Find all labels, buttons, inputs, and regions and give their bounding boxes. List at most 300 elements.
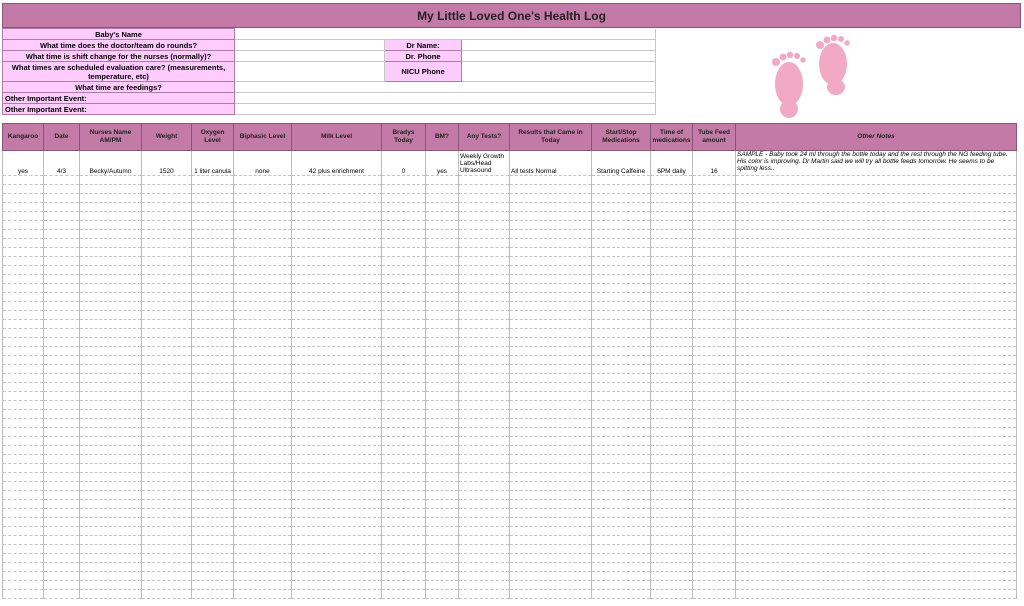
log-cell[interactable] xyxy=(142,230,192,239)
log-cell[interactable] xyxy=(192,221,234,230)
log-cell[interactable] xyxy=(592,428,651,437)
log-cell[interactable] xyxy=(459,428,510,437)
log-cell[interactable] xyxy=(234,185,292,194)
log-cell[interactable] xyxy=(80,203,142,212)
log-cell[interactable] xyxy=(44,284,80,293)
log-cell[interactable] xyxy=(80,311,142,320)
log-cell[interactable] xyxy=(80,410,142,419)
log-cell[interactable] xyxy=(736,419,1017,428)
log-cell[interactable] xyxy=(382,239,426,248)
log-cell[interactable] xyxy=(142,194,192,203)
log-cell[interactable] xyxy=(234,410,292,419)
log-cell[interactable] xyxy=(459,194,510,203)
log-cell[interactable] xyxy=(292,500,382,509)
log-cell[interactable] xyxy=(142,482,192,491)
log-cell[interactable] xyxy=(651,311,693,320)
log-cell[interactable] xyxy=(510,536,592,545)
log-cell[interactable] xyxy=(3,212,44,221)
log-cell[interactable] xyxy=(382,230,426,239)
log-cell[interactable] xyxy=(292,311,382,320)
log-cell[interactable] xyxy=(142,446,192,455)
log-cell[interactable] xyxy=(651,347,693,356)
log-cell[interactable] xyxy=(44,311,80,320)
log-cell[interactable] xyxy=(234,500,292,509)
log-cell[interactable] xyxy=(192,302,234,311)
log-cell[interactable] xyxy=(3,320,44,329)
log-cell[interactable] xyxy=(142,320,192,329)
log-cell[interactable] xyxy=(80,221,142,230)
log-cell[interactable] xyxy=(693,266,736,275)
log-cell[interactable] xyxy=(234,581,292,590)
log-cell[interactable] xyxy=(142,527,192,536)
log-cell[interactable] xyxy=(142,563,192,572)
log-cell[interactable] xyxy=(234,203,292,212)
log-cell[interactable] xyxy=(192,518,234,527)
log-cell[interactable] xyxy=(192,410,234,419)
log-cell[interactable] xyxy=(592,320,651,329)
log-cell[interactable] xyxy=(736,383,1017,392)
log-cell[interactable] xyxy=(592,383,651,392)
log-cell[interactable] xyxy=(426,212,459,221)
log-cell[interactable] xyxy=(292,410,382,419)
log-cell[interactable] xyxy=(426,374,459,383)
log-cell[interactable] xyxy=(234,428,292,437)
log-cell[interactable] xyxy=(426,401,459,410)
log-cell[interactable] xyxy=(192,581,234,590)
log-cell[interactable] xyxy=(382,248,426,257)
log-cell[interactable] xyxy=(459,536,510,545)
log-cell[interactable] xyxy=(44,374,80,383)
log-cell[interactable] xyxy=(382,509,426,518)
log-cell[interactable] xyxy=(651,356,693,365)
log-cell[interactable] xyxy=(651,194,693,203)
log-cell[interactable] xyxy=(382,203,426,212)
log-cell[interactable] xyxy=(693,230,736,239)
log-cell[interactable] xyxy=(736,464,1017,473)
log-cell[interactable] xyxy=(510,446,592,455)
log-cell[interactable] xyxy=(234,374,292,383)
log-cell[interactable] xyxy=(693,275,736,284)
log-cell[interactable] xyxy=(693,284,736,293)
log-cell[interactable] xyxy=(80,482,142,491)
log-cell[interactable] xyxy=(80,392,142,401)
log-cell[interactable] xyxy=(592,266,651,275)
log-cell[interactable] xyxy=(651,266,693,275)
log-cell[interactable] xyxy=(292,473,382,482)
log-cell[interactable] xyxy=(651,446,693,455)
log-cell[interactable] xyxy=(382,419,426,428)
log-cell[interactable] xyxy=(3,410,44,419)
log-cell[interactable] xyxy=(510,266,592,275)
log-cell[interactable] xyxy=(426,257,459,266)
log-cell[interactable] xyxy=(736,185,1017,194)
log-cell[interactable] xyxy=(292,491,382,500)
log-cell[interactable] xyxy=(651,536,693,545)
log-cell[interactable] xyxy=(192,347,234,356)
log-cell[interactable] xyxy=(234,392,292,401)
log-cell[interactable] xyxy=(382,356,426,365)
log-cell[interactable] xyxy=(192,419,234,428)
log-cell[interactable] xyxy=(510,374,592,383)
log-cell[interactable] xyxy=(736,473,1017,482)
log-cell[interactable] xyxy=(736,446,1017,455)
log-cell[interactable] xyxy=(3,446,44,455)
log-cell[interactable] xyxy=(426,365,459,374)
log-cell[interactable] xyxy=(693,590,736,599)
log-cell[interactable] xyxy=(234,536,292,545)
log-cell[interactable] xyxy=(234,509,292,518)
log-cell[interactable] xyxy=(510,554,592,563)
log-cell[interactable] xyxy=(510,302,592,311)
log-cell[interactable] xyxy=(693,221,736,230)
log-cell[interactable] xyxy=(426,545,459,554)
log-cell[interactable] xyxy=(510,284,592,293)
log-cell[interactable] xyxy=(234,284,292,293)
log-cell[interactable] xyxy=(234,491,292,500)
cell-milk[interactable]: 42 plus enrichment xyxy=(292,151,382,176)
log-cell[interactable] xyxy=(510,293,592,302)
cell-nurse[interactable]: Becky/Autumn xyxy=(80,151,142,176)
log-cell[interactable] xyxy=(459,302,510,311)
log-cell[interactable] xyxy=(382,293,426,302)
log-cell[interactable] xyxy=(3,176,44,185)
log-cell[interactable] xyxy=(292,563,382,572)
log-cell[interactable] xyxy=(44,392,80,401)
log-cell[interactable] xyxy=(426,437,459,446)
log-cell[interactable] xyxy=(192,329,234,338)
log-cell[interactable] xyxy=(44,545,80,554)
log-cell[interactable] xyxy=(80,275,142,284)
log-cell[interactable] xyxy=(459,293,510,302)
log-cell[interactable] xyxy=(382,455,426,464)
log-cell[interactable] xyxy=(693,347,736,356)
log-cell[interactable] xyxy=(592,401,651,410)
log-cell[interactable] xyxy=(592,545,651,554)
log-cell[interactable] xyxy=(292,392,382,401)
log-cell[interactable] xyxy=(192,500,234,509)
log-cell[interactable] xyxy=(382,401,426,410)
log-cell[interactable] xyxy=(142,545,192,554)
log-cell[interactable] xyxy=(44,320,80,329)
log-cell[interactable] xyxy=(459,473,510,482)
log-cell[interactable] xyxy=(292,545,382,554)
cell-biphasic[interactable]: none xyxy=(234,151,292,176)
log-cell[interactable] xyxy=(80,419,142,428)
log-cell[interactable] xyxy=(142,329,192,338)
log-cell[interactable] xyxy=(736,212,1017,221)
log-cell[interactable] xyxy=(693,581,736,590)
log-cell[interactable] xyxy=(142,518,192,527)
log-cell[interactable] xyxy=(382,545,426,554)
log-cell[interactable] xyxy=(44,482,80,491)
log-cell[interactable] xyxy=(142,176,192,185)
log-cell[interactable] xyxy=(292,338,382,347)
log-cell[interactable] xyxy=(234,248,292,257)
log-cell[interactable] xyxy=(192,185,234,194)
log-cell[interactable] xyxy=(510,401,592,410)
log-cell[interactable] xyxy=(382,185,426,194)
log-cell[interactable] xyxy=(592,365,651,374)
log-cell[interactable] xyxy=(3,464,44,473)
log-cell[interactable] xyxy=(3,491,44,500)
log-cell[interactable] xyxy=(292,536,382,545)
log-cell[interactable] xyxy=(3,239,44,248)
log-cell[interactable] xyxy=(192,338,234,347)
log-cell[interactable] xyxy=(736,203,1017,212)
log-cell[interactable] xyxy=(142,536,192,545)
log-cell[interactable] xyxy=(234,230,292,239)
log-cell[interactable] xyxy=(3,284,44,293)
log-cell[interactable] xyxy=(426,320,459,329)
log-cell[interactable] xyxy=(80,374,142,383)
log-cell[interactable] xyxy=(459,257,510,266)
log-cell[interactable] xyxy=(736,347,1017,356)
log-cell[interactable] xyxy=(592,536,651,545)
log-cell[interactable] xyxy=(234,383,292,392)
log-cell[interactable] xyxy=(3,590,44,599)
log-cell[interactable] xyxy=(80,446,142,455)
log-cell[interactable] xyxy=(510,419,592,428)
log-cell[interactable] xyxy=(192,482,234,491)
log-cell[interactable] xyxy=(736,194,1017,203)
log-cell[interactable] xyxy=(292,518,382,527)
log-cell[interactable] xyxy=(736,275,1017,284)
log-cell[interactable] xyxy=(651,275,693,284)
log-cell[interactable] xyxy=(459,203,510,212)
log-cell[interactable] xyxy=(234,266,292,275)
log-cell[interactable] xyxy=(693,419,736,428)
log-cell[interactable] xyxy=(426,590,459,599)
log-cell[interactable] xyxy=(592,356,651,365)
log-cell[interactable] xyxy=(80,545,142,554)
log-cell[interactable] xyxy=(510,500,592,509)
log-cell[interactable] xyxy=(382,446,426,455)
log-cell[interactable] xyxy=(651,437,693,446)
log-cell[interactable] xyxy=(192,266,234,275)
log-cell[interactable] xyxy=(44,257,80,266)
log-cell[interactable] xyxy=(192,464,234,473)
log-cell[interactable] xyxy=(44,590,80,599)
log-cell[interactable] xyxy=(44,437,80,446)
log-cell[interactable] xyxy=(3,203,44,212)
log-cell[interactable] xyxy=(693,302,736,311)
log-cell[interactable] xyxy=(426,203,459,212)
log-cell[interactable] xyxy=(592,464,651,473)
log-cell[interactable] xyxy=(592,212,651,221)
log-cell[interactable] xyxy=(3,311,44,320)
log-cell[interactable] xyxy=(44,500,80,509)
log-cell[interactable] xyxy=(426,491,459,500)
log-cell[interactable] xyxy=(510,329,592,338)
log-cell[interactable] xyxy=(736,482,1017,491)
log-cell[interactable] xyxy=(736,536,1017,545)
log-cell[interactable] xyxy=(736,311,1017,320)
log-cell[interactable] xyxy=(426,293,459,302)
log-cell[interactable] xyxy=(3,293,44,302)
log-cell[interactable] xyxy=(3,581,44,590)
log-cell[interactable] xyxy=(80,356,142,365)
log-cell[interactable] xyxy=(510,464,592,473)
log-cell[interactable] xyxy=(426,563,459,572)
log-cell[interactable] xyxy=(142,284,192,293)
log-cell[interactable] xyxy=(142,293,192,302)
log-cell[interactable] xyxy=(382,365,426,374)
log-cell[interactable] xyxy=(426,302,459,311)
log-cell[interactable] xyxy=(192,455,234,464)
log-cell[interactable] xyxy=(459,338,510,347)
log-cell[interactable] xyxy=(426,572,459,581)
log-cell[interactable] xyxy=(693,365,736,374)
log-cell[interactable] xyxy=(592,374,651,383)
log-cell[interactable] xyxy=(142,365,192,374)
log-cell[interactable] xyxy=(192,545,234,554)
log-cell[interactable] xyxy=(80,572,142,581)
log-cell[interactable] xyxy=(3,572,44,581)
log-cell[interactable] xyxy=(592,590,651,599)
log-cell[interactable] xyxy=(426,473,459,482)
log-cell[interactable] xyxy=(693,374,736,383)
log-cell[interactable] xyxy=(736,284,1017,293)
log-cell[interactable] xyxy=(142,239,192,248)
log-cell[interactable] xyxy=(459,275,510,284)
log-cell[interactable] xyxy=(382,266,426,275)
log-cell[interactable] xyxy=(651,401,693,410)
log-cell[interactable] xyxy=(80,365,142,374)
log-cell[interactable] xyxy=(192,554,234,563)
log-cell[interactable] xyxy=(510,203,592,212)
log-cell[interactable] xyxy=(3,545,44,554)
log-cell[interactable] xyxy=(651,185,693,194)
log-cell[interactable] xyxy=(382,464,426,473)
log-cell[interactable] xyxy=(693,545,736,554)
log-cell[interactable] xyxy=(142,302,192,311)
log-cell[interactable] xyxy=(142,347,192,356)
log-cell[interactable] xyxy=(693,248,736,257)
log-cell[interactable] xyxy=(510,185,592,194)
log-cell[interactable] xyxy=(44,473,80,482)
log-cell[interactable] xyxy=(426,329,459,338)
log-cell[interactable] xyxy=(234,356,292,365)
log-cell[interactable] xyxy=(382,275,426,284)
log-cell[interactable] xyxy=(3,257,44,266)
log-cell[interactable] xyxy=(459,329,510,338)
log-cell[interactable] xyxy=(426,410,459,419)
log-cell[interactable] xyxy=(292,572,382,581)
log-cell[interactable] xyxy=(736,581,1017,590)
log-cell[interactable] xyxy=(80,455,142,464)
log-cell[interactable] xyxy=(459,491,510,500)
log-cell[interactable] xyxy=(382,590,426,599)
cell-medications[interactable]: Starting Caffeine xyxy=(592,151,651,176)
log-cell[interactable] xyxy=(426,428,459,437)
log-cell[interactable] xyxy=(693,185,736,194)
log-cell[interactable] xyxy=(459,284,510,293)
log-cell[interactable] xyxy=(459,185,510,194)
log-cell[interactable] xyxy=(693,500,736,509)
log-cell[interactable] xyxy=(592,455,651,464)
log-cell[interactable] xyxy=(459,239,510,248)
log-cell[interactable] xyxy=(651,374,693,383)
log-cell[interactable] xyxy=(693,536,736,545)
log-cell[interactable] xyxy=(192,293,234,302)
log-cell[interactable] xyxy=(693,257,736,266)
log-cell[interactable] xyxy=(44,338,80,347)
log-cell[interactable] xyxy=(426,194,459,203)
log-cell[interactable] xyxy=(651,572,693,581)
log-cell[interactable] xyxy=(592,554,651,563)
log-cell[interactable] xyxy=(736,302,1017,311)
log-cell[interactable] xyxy=(459,266,510,275)
log-cell[interactable] xyxy=(426,392,459,401)
log-cell[interactable] xyxy=(292,347,382,356)
log-cell[interactable] xyxy=(292,527,382,536)
log-cell[interactable] xyxy=(592,230,651,239)
log-cell[interactable] xyxy=(510,230,592,239)
log-cell[interactable] xyxy=(382,491,426,500)
log-cell[interactable] xyxy=(510,392,592,401)
log-cell[interactable] xyxy=(459,518,510,527)
log-cell[interactable] xyxy=(736,230,1017,239)
log-cell[interactable] xyxy=(80,185,142,194)
log-cell[interactable] xyxy=(651,302,693,311)
log-cell[interactable] xyxy=(510,509,592,518)
log-cell[interactable] xyxy=(142,383,192,392)
log-cell[interactable] xyxy=(426,446,459,455)
log-cell[interactable] xyxy=(44,419,80,428)
log-cell[interactable] xyxy=(510,176,592,185)
log-cell[interactable] xyxy=(3,383,44,392)
log-cell[interactable] xyxy=(426,509,459,518)
log-cell[interactable] xyxy=(382,572,426,581)
log-cell[interactable] xyxy=(426,527,459,536)
log-cell[interactable] xyxy=(693,455,736,464)
log-cell[interactable] xyxy=(80,347,142,356)
cell-tests[interactable]: Weekly Growth Labs/Head Ultrasound xyxy=(459,151,510,176)
log-cell[interactable] xyxy=(382,437,426,446)
cell-tube-feed[interactable]: 16 xyxy=(693,151,736,176)
log-cell[interactable] xyxy=(142,428,192,437)
log-cell[interactable] xyxy=(693,203,736,212)
feedings-field[interactable] xyxy=(235,82,656,93)
log-cell[interactable] xyxy=(142,581,192,590)
log-cell[interactable] xyxy=(459,437,510,446)
log-cell[interactable] xyxy=(142,392,192,401)
log-cell[interactable] xyxy=(234,401,292,410)
log-cell[interactable] xyxy=(736,563,1017,572)
log-cell[interactable] xyxy=(693,176,736,185)
log-cell[interactable] xyxy=(736,176,1017,185)
log-cell[interactable] xyxy=(693,383,736,392)
log-cell[interactable] xyxy=(192,194,234,203)
log-cell[interactable] xyxy=(510,383,592,392)
cell-notes[interactable]: SAMPLE - Baby took 24 ml through the bottle today and the rest through the NG feeding tube. His color is improving. Dr Martin said we will try all bottle feeds tomorrow. He seems to be spitting less.. xyxy=(736,151,1017,176)
log-cell[interactable] xyxy=(651,320,693,329)
log-cell[interactable] xyxy=(510,338,592,347)
log-cell[interactable] xyxy=(382,500,426,509)
log-cell[interactable] xyxy=(3,527,44,536)
log-cell[interactable] xyxy=(459,248,510,257)
log-cell[interactable] xyxy=(651,455,693,464)
log-cell[interactable] xyxy=(44,266,80,275)
log-cell[interactable] xyxy=(651,491,693,500)
log-cell[interactable] xyxy=(234,563,292,572)
log-cell[interactable] xyxy=(234,482,292,491)
log-cell[interactable] xyxy=(459,464,510,473)
log-cell[interactable] xyxy=(292,257,382,266)
log-cell[interactable] xyxy=(292,239,382,248)
log-cell[interactable] xyxy=(80,194,142,203)
log-cell[interactable] xyxy=(44,194,80,203)
